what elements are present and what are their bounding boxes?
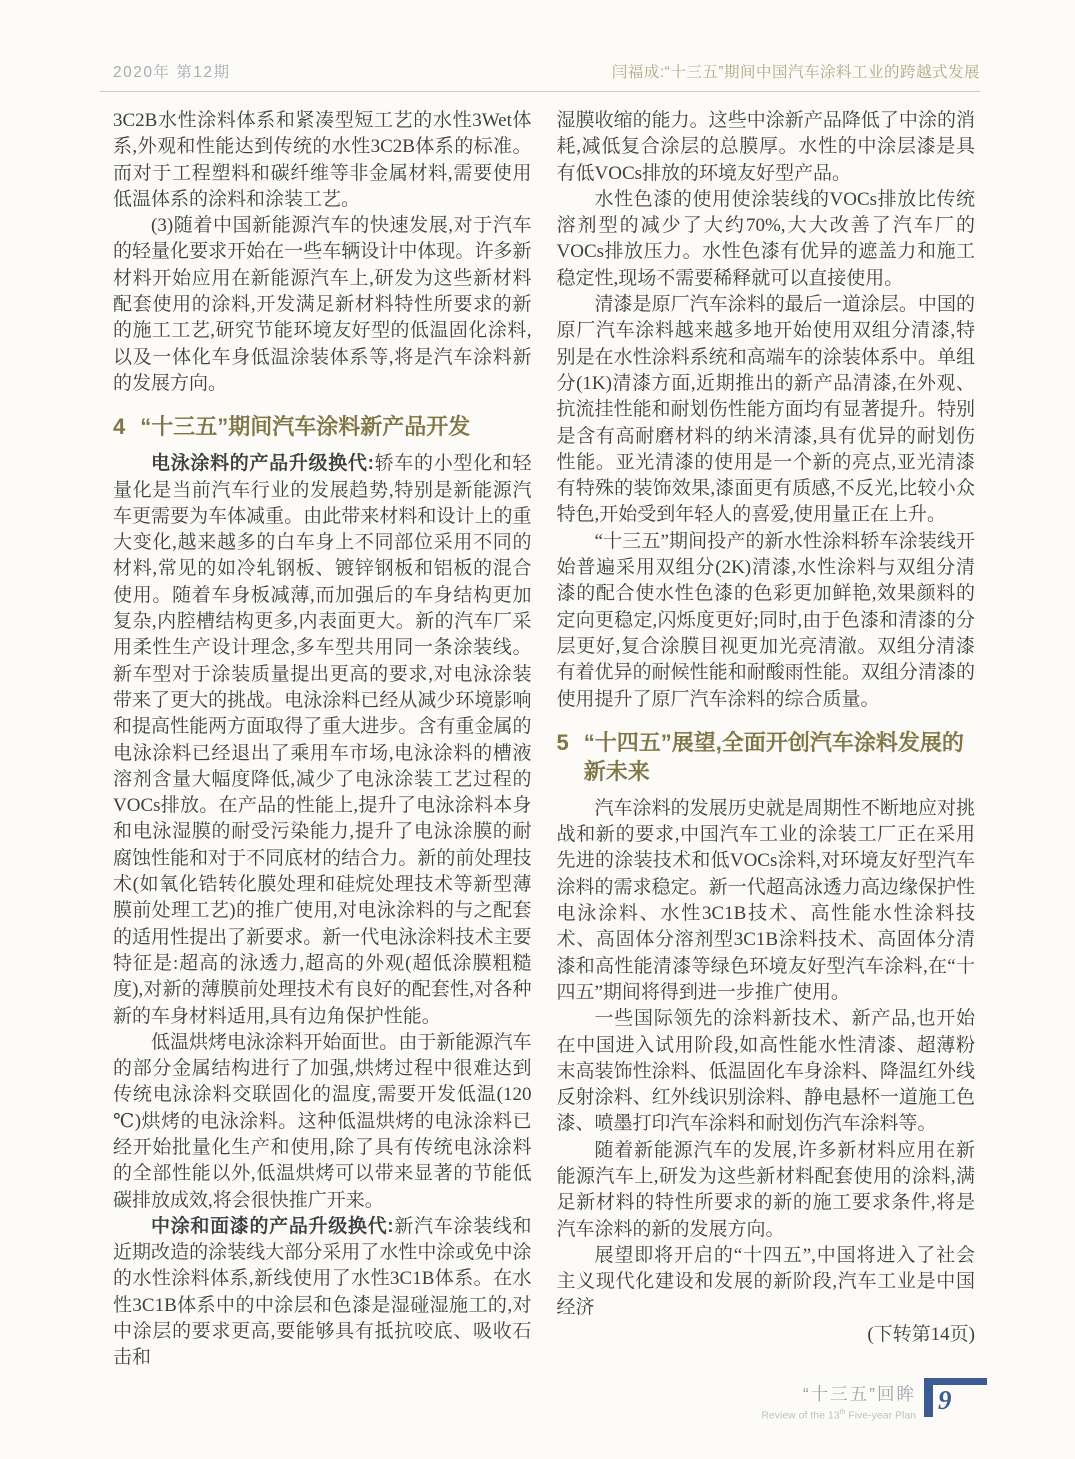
section-title: “十三五”期间汽车涂料新产品开发 (140, 414, 471, 440)
paragraph-text: 展望即将开启的“十四五”,中国将进入了社会主义现代化建设和发展的新阶段,汽车工业是中国经济 (556, 1244, 975, 1319)
paragraph-text: 一些国际领先的涂料新技术、新产品,也开始在中国进入试用阶段,如高性能水性清漆、超薄粉末高装饰性涂料、低温固化车身涂料、降温红外线反射涂料、红外线识别涂料、静电悬杯一道施工色漆、喷墨打印汽车涂料和耐划伤汽车涂料等。 (556, 1008, 975, 1135)
section-heading-4 (113, 412, 532, 441)
footer-en-suffix: Five-year Plan (845, 1409, 916, 1421)
section-heading-5 (557, 728, 976, 786)
paragraph (557, 529, 976, 713)
paragraph (557, 796, 976, 1006)
paragraph-text: 汽车涂料的发展历史就是周期性不断地应对挑战和新的要求,中国汽车工业的涂装工厂正在采用先进的涂装技术和低VOCs涂料,对环境友好型汽车涂料的需求稳定。新一代超高泳透力高边缘保护性电泳涂料、水性3C1B技术、高性能水性涂料技术、高固体分溶剂型3C1B涂料技术、高固体分清漆和高性能清漆等绿色环境友好型汽车涂料,在“十四五”期间将得到进一步推广使用。 (556, 797, 975, 1003)
paragraph-text: 轿车的小型化和轻量化是当前汽车行业的发展趋势,特别是新能源汽车更需要为车体减重。由此带来材料和设计上的重大变化,越来越多的白车身上不同部位采用不同的材料,常见的如冷轧钢板、镀锌钢板和铝板的混合使用。随着车身板减薄,而加强后的车身结构更加复杂,内腔槽结构更多,内表面更大。新的汽车厂采用柔性生产设计理念,多车型共用同一条涂装线。新车型对于涂装质量提出更高的要求,对电泳涂装带来了更大的挑战。电泳涂料已经从减少环境影响和提高性能两方面取得了重大进步。含有重金属的电泳涂料已经退出了乘用车市场,电泳涂料的槽液溶剂含量大幅度降低,减少了电泳涂装工艺过程的VOCs排放。在产品的性能上,提升了电泳涂料本身和电泳湿膜的耐受污染能力,提升了电泳涂膜的耐腐蚀性能和对于不同底材的结合力。新的前处理技术(如氧化锆转化膜处理和硅烷处理技术等新型薄膜前处理工艺)的推广使用,对电泳涂料的与之配套的适用性提出了新要求。新一代电泳涂料技术主要特征是:超高的泳透力,超高的外观(超低涂膜粗糙度),对新的薄膜前处理技术有良好的配套性,对各种新的车身材料适用,具有边角保护性能。 (113, 453, 532, 1027)
paragraph (113, 108, 532, 213)
paragraph-text: “十三五”期间投产的新水性涂料轿车涂装线开始普遍采用双组分(2K)清漆,水性涂料与双组分清漆的配合使水性色漆的色彩更加鲜艳,效果颜料的定向更稳定,闪烁度更好;同时,由于色漆和清漆的分层更好,复合涂膜目视更加光亮清澈。双组分清漆有着优异的耐候性能和耐酸雨性能。双组分清漆的使用提升了原厂汽车涂料的综合质量。 (556, 530, 975, 710)
article-body (113, 108, 975, 1372)
paragraph-text: 3C2B水性涂料体系和紧凑型短工艺的水性3Wet体系,外观和性能达到传统的水性3C2B体系的标准。而对于工程塑料和碳纤维等非金属材料,需要使用低温体系的涂料和涂装工艺。 (113, 110, 532, 210)
page-footer (761, 1378, 987, 1422)
footer-section-labels (761, 1378, 916, 1422)
footer-en-sup: th (839, 1408, 846, 1416)
footer-en-prefix: Review of the 13 (761, 1409, 840, 1421)
continued-on-note: (下转第14页) (867, 1323, 975, 1345)
footer-section-title-cn: “十三五”回眸 (802, 1383, 916, 1404)
footer-section-title-en (761, 1409, 916, 1422)
paragraph-lead: 中涂和面漆的产品升级换代: (151, 1215, 394, 1237)
section-number: 5 (556, 729, 569, 755)
right-column (557, 108, 976, 1372)
paragraph-text: 随着新能源汽车的发展,许多新材料应用在新能源汽车上,研发为这些新材料配套使用的涂料,满足新材料的特性所要求的新的施工要求条件,将是汽车涂料的新的发展方向。 (556, 1139, 975, 1240)
paragraph (113, 213, 532, 397)
paragraph-text: 水性色漆的使用使涂装线的VOCs排放比传统溶剂型的减少了大约70%,大大改善了汽车厂的VOCs排放压力。水性色漆有优异的遮盖力和施工稳定性,现场不需要稀释就可以直接使用。 (556, 188, 975, 289)
section-title: “十四五”展望,全面开创汽车涂料发展的新未来 (583, 729, 964, 784)
paragraph (557, 292, 976, 529)
paragraph (557, 1138, 976, 1243)
paragraph-text: 清漆是原厂汽车涂料的最后一道涂层。中国的原厂汽车涂料越来越多地开始使用双组分清漆,特别是在水性涂料系统和高端车的涂装体系中。单组分(1K)清漆方面,近期推出的新产品清漆,在外观、抗流挂性能和耐划伤性能方面均有显著提升。特别是含有高耐磨材料的纳米清漆,具有优异的耐划伤性能。亚光清漆的使用是一个新的亮点,亚光清漆有特殊的装饰效果,漆面更有质感,不反光,比较小众特色,开始受到年轻人的喜爱,使用量正在上升。 (556, 294, 975, 526)
page-number-bracket (924, 1378, 987, 1417)
paragraph (113, 1214, 532, 1372)
paragraph (557, 187, 976, 292)
running-title: 闫福成:“十三五”期间中国汽车涂料工业的跨越式发展 (611, 64, 980, 81)
left-column (113, 108, 532, 1372)
paragraph-text: 湿膜收缩的能力。这些中涂新产品降低了中涂的消耗,减低复合涂层的总膜厚。水性的中涂层漆是具有低VOCs排放的环境友好型产品。 (556, 110, 975, 184)
paragraph-text: 低温烘烤电泳涂料开始面世。由于新能源汽车的部分金属结构进行了加强,烘烤过程中很难达到传统电泳涂料交联固化的温度,需要开发低温(120 ℃)烘烤的电泳涂料。这种低温烘烤的电泳涂料已经开始批量化生产和使用,除了具有传统电泳涂料的全部性能以外,低温烘烤可以带来显著的节能低碳排放成效,将会很快推广开来。 (113, 1031, 532, 1211)
paragraph-text: 新汽车涂装线和近期改造的涂装线大部分采用了水性中涂或免中涂的水性涂料体系,新线使用了水性3C1B体系。在水性3C1B体系中的中涂层和色漆是湿碰湿施工的,对中涂层的要求更高,要能够具有抵抗咬底、吸收石击和 (113, 1215, 532, 1369)
paragraph-text: (3)随着中国新能源汽车的快速发展,对于汽车的轻量化要求开始在一些车辆设计中体现。许多新材料开始应用在新能源汽车上,研发为这些新材料配套使用的涂料,开发满足新材料特性所要求的新的施工工艺,研究节能环境友好型的低温固化涂料,以及一体化车身低温涂装体系等,将是汽车涂料新的发展方向。 (113, 215, 532, 394)
section-number: 4 (113, 414, 126, 440)
paragraph (557, 1006, 976, 1137)
running-header (100, 60, 980, 92)
paragraph (113, 1030, 532, 1214)
paragraph (557, 108, 976, 187)
issue-label: 2020年 第12期 (113, 64, 231, 81)
paragraph (113, 451, 532, 1030)
page-number: 9 (938, 1384, 952, 1415)
paragraph-lead: 电泳涂料的产品升级换代: (151, 453, 374, 475)
paragraph (557, 1243, 976, 1322)
